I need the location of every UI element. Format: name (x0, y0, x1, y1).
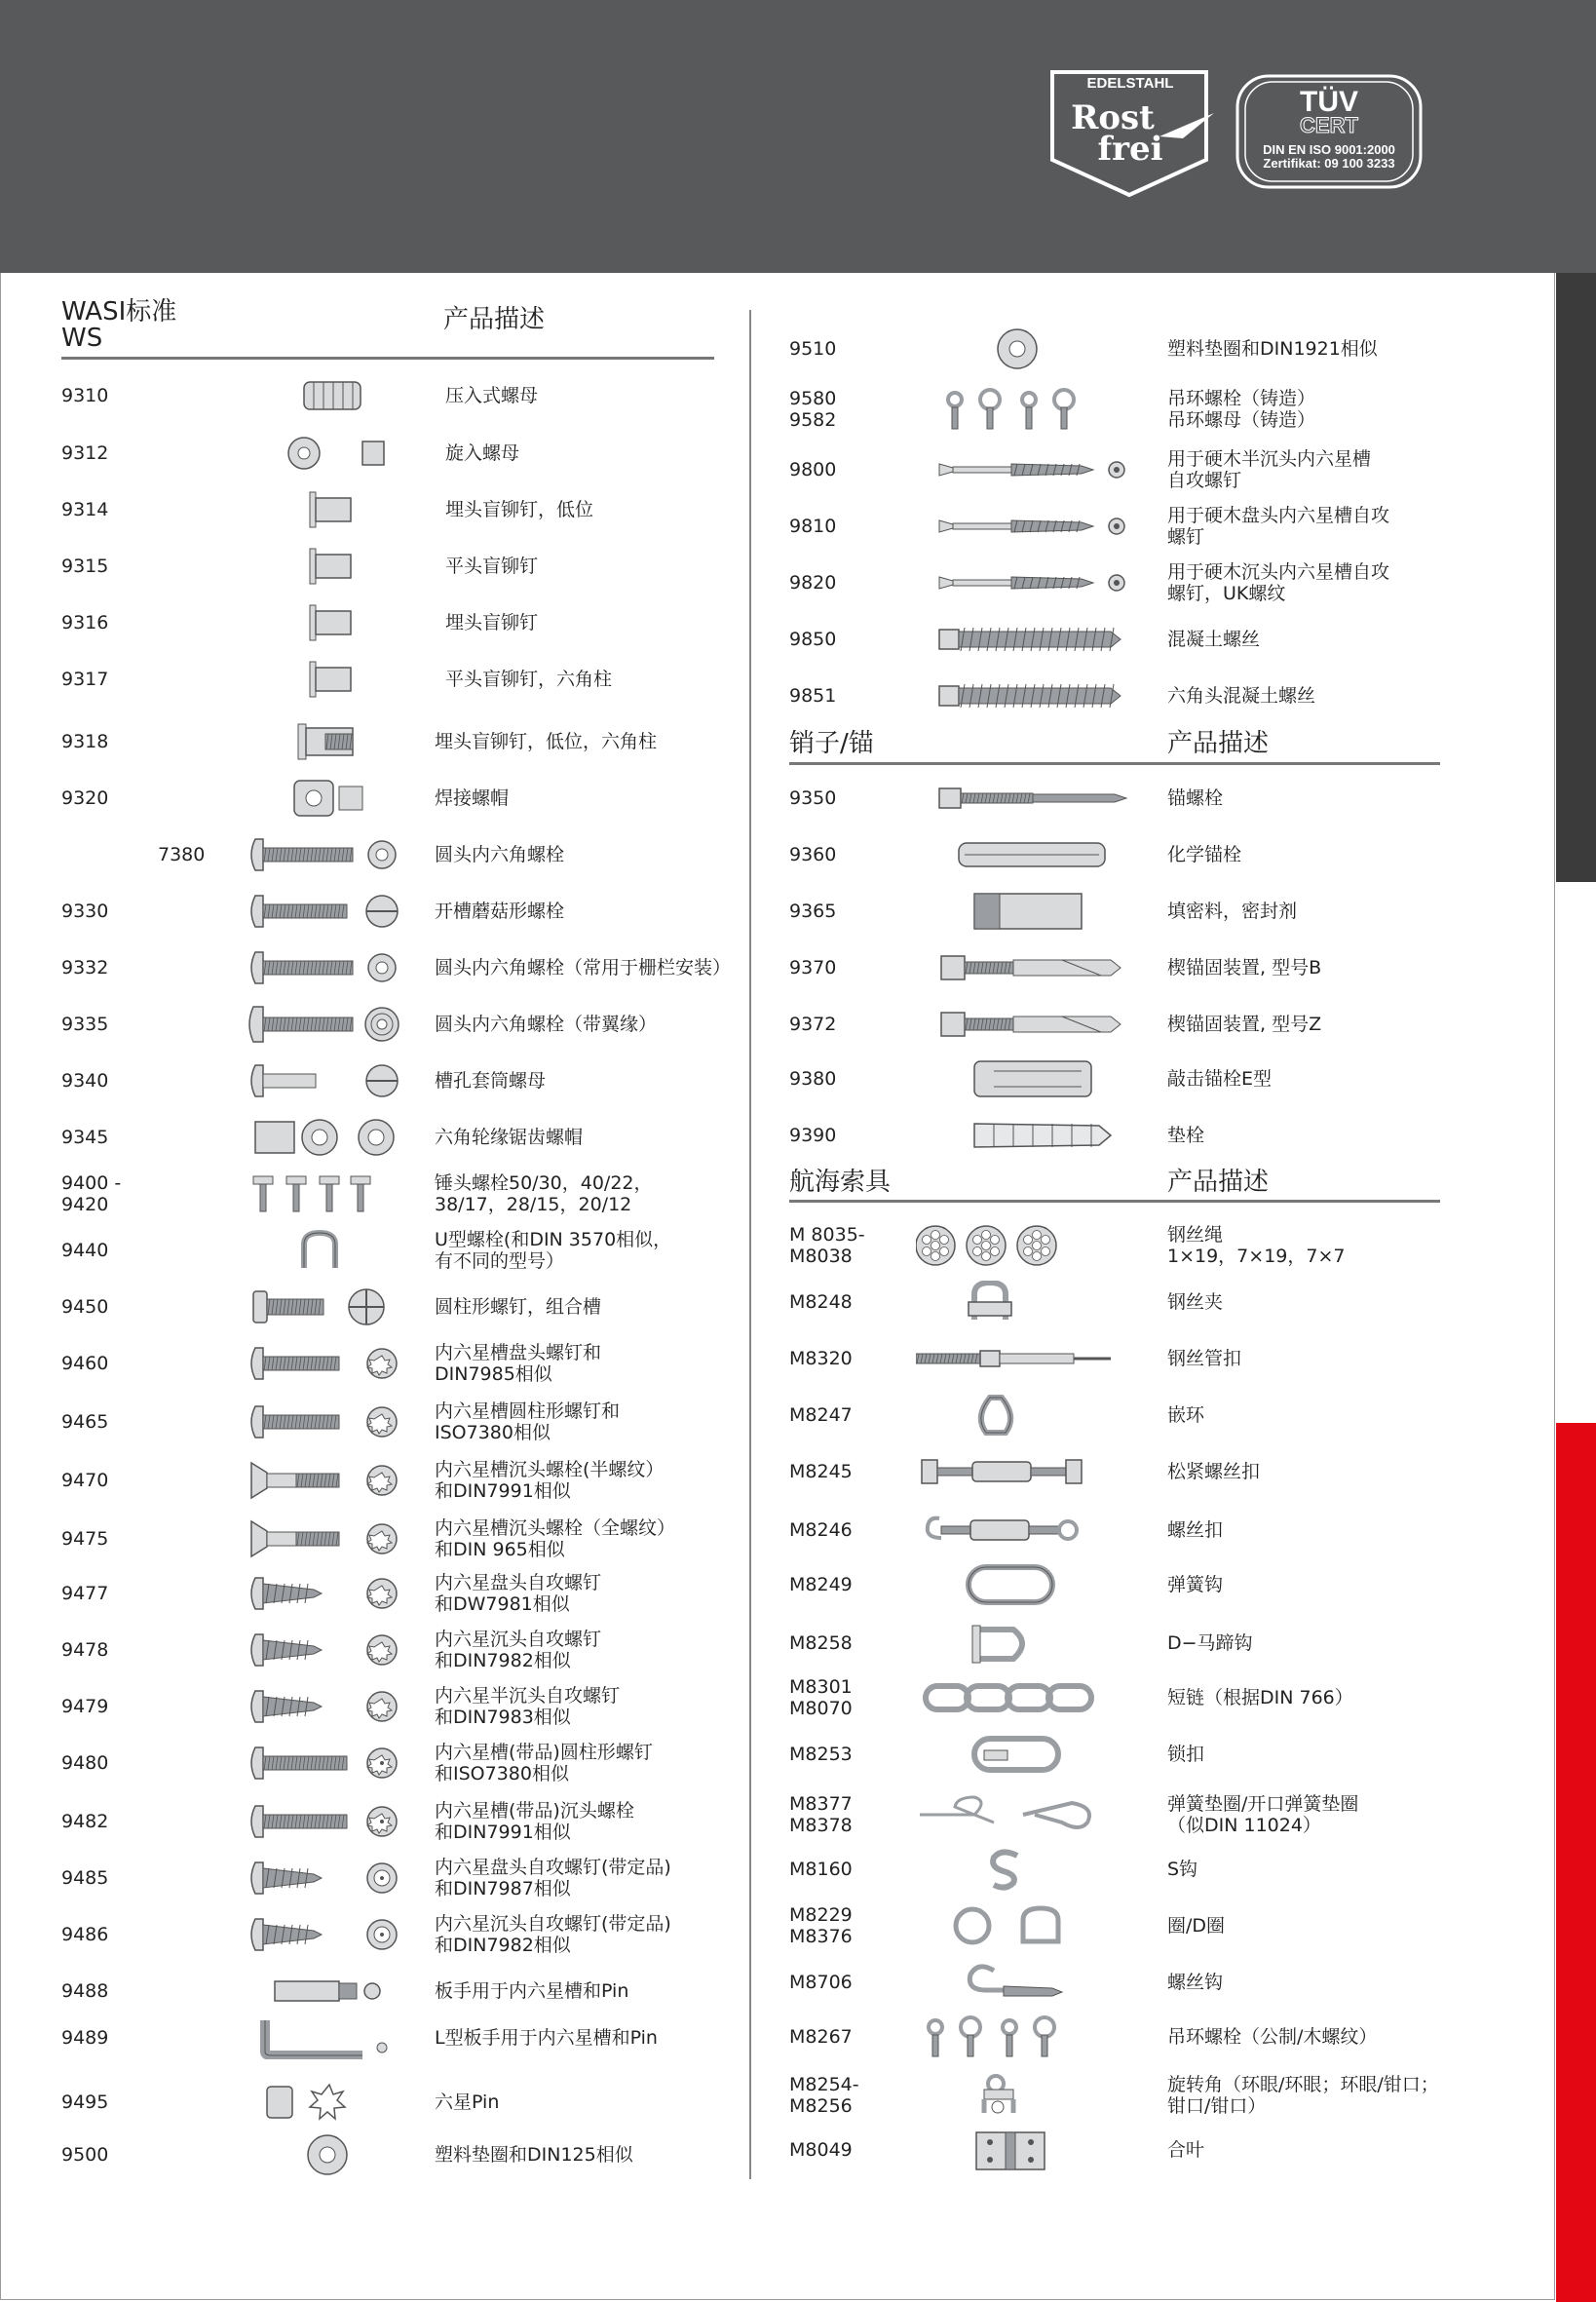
product-description: 锤头螺栓50/30，40/22， 38/17，28/15，20/12 (435, 1172, 653, 1215)
product-code: 9316 (61, 612, 109, 633)
marine-header-rule (789, 1200, 1440, 1203)
torx-countersunk-bolt-icon (246, 1459, 440, 1506)
pin-torx-tapping-icon (246, 1857, 440, 1903)
product-description: U型螺栓(和DIN 3570相似， 有不同的型号） (435, 1229, 672, 1272)
product-description: 圆柱形螺钉，组合槽 (435, 1296, 602, 1318)
product-description: 填密料，密封剂 (1167, 901, 1298, 922)
product-code: 9851 (789, 685, 837, 707)
product-code: 9450 (61, 1296, 109, 1318)
product-description: 合叶 (1167, 2139, 1205, 2161)
torx-button-screw-icon (246, 1400, 440, 1447)
product-code: 7380 (158, 844, 206, 865)
product-description: 旋转角（环眼/环眼；环眼/钳口； 钳口/钳口） (1167, 2074, 1439, 2117)
product-description: 吊环螺栓（公制/木螺纹） (1167, 2026, 1378, 2048)
product-code: 9489 (61, 2027, 109, 2049)
product-code: M8301 M8070 (789, 1676, 853, 1719)
screw-hook-icon (916, 1961, 1111, 2008)
product-code: 9400 - 9420 (61, 1172, 122, 1215)
product-code: 9365 (789, 901, 837, 922)
product-code: 9335 (61, 1014, 109, 1035)
product-description: 六角轮缘锯齿螺帽 (435, 1127, 584, 1148)
button-head-bolt-icon (246, 833, 440, 880)
product-code: 9370 (789, 957, 837, 978)
product-description: 内六星槽(带品)圆柱形螺钉 和ISO7380相似 (435, 1742, 653, 1784)
product-code: 9317 (61, 669, 109, 690)
tuv-cert-logo (1235, 74, 1423, 189)
plastic-plug-icon (935, 1114, 1130, 1161)
marine-desc-header: 产品描述 (1167, 1168, 1270, 1197)
product-description: 内六星盘头自攻螺钉(带定品) 和DIN7987相似 (435, 1857, 671, 1899)
product-code: 9372 (789, 1014, 837, 1035)
product-code: 9314 (61, 499, 109, 520)
product-code: 9580 9582 (789, 388, 837, 431)
wood-screw-icon (935, 448, 1130, 495)
torx-tapping-screw-icon (246, 1572, 440, 1619)
quick-link-icon (916, 1733, 1111, 1780)
anchors-title: 销子/锚 (789, 729, 874, 758)
product-code: 9810 (789, 516, 837, 537)
product-code: M8258 (789, 1632, 853, 1654)
product-code: 9315 (61, 556, 109, 577)
side-tab-red (1556, 1423, 1596, 2302)
eye-bolt-icon (916, 2015, 1111, 2062)
product-code: 9470 (61, 1470, 109, 1491)
logo-line2: frei (1097, 130, 1163, 169)
slotted-mushroom-bolt-icon (246, 890, 440, 937)
product-code: 9332 (61, 957, 109, 978)
product-code: 9440 (61, 1240, 109, 1261)
swivel-icon (916, 2074, 1111, 2121)
insert-nut-icon (246, 374, 440, 421)
product-description: 钢丝绳 1×19，7×19，7×7 (1167, 1224, 1346, 1267)
product-code: M8253 (789, 1744, 853, 1765)
torx-tapping-screw-icon (246, 1685, 440, 1732)
product-description: 埋头盲铆钉 (445, 612, 539, 633)
pin-torx-screw-icon (246, 1800, 440, 1847)
turnbuckle-jaw-icon (916, 1450, 1111, 1497)
torx-tapping-screw-icon (246, 1629, 440, 1675)
pin-torx-tapping-icon (246, 1913, 440, 1960)
tee-nut-icon (246, 432, 440, 479)
wood-screw-icon (935, 561, 1130, 608)
product-description: 内六星沉头自攻螺钉 和DIN7982相似 (435, 1629, 602, 1671)
flange-button-bolt-icon (246, 1003, 440, 1050)
chemical-anchor-icon (935, 833, 1130, 880)
product-code: 9312 (61, 442, 109, 464)
s-hook-icon (916, 1848, 1111, 1895)
product-code: 9477 (61, 1583, 109, 1604)
cert-iso: DIN EN ISO 9001:2000 (1263, 142, 1395, 157)
product-code: 9482 (61, 1811, 109, 1832)
cert-number: Zertifikat: 09 100 3233 (1263, 156, 1395, 171)
product-code: 9318 (61, 731, 109, 752)
torx-pan-screw-icon (246, 1342, 440, 1389)
product-code: M8377 M8378 (789, 1793, 853, 1836)
torx-countersunk-bolt-icon (246, 1517, 440, 1564)
left-header-rule (61, 357, 714, 360)
product-description: 化学锚栓 (1167, 844, 1242, 865)
product-code: 9820 (789, 572, 837, 594)
button-head-bolt-icon (246, 946, 440, 993)
product-code: 9800 (789, 459, 837, 480)
anchor-bolt-icon (935, 777, 1130, 824)
product-code: 9479 (61, 1696, 109, 1717)
column-divider (749, 310, 751, 2179)
edelstahl-rostfrei-logo (1050, 70, 1216, 199)
hex-rivet-nut-icon (246, 720, 440, 767)
product-description: 混凝土螺丝 (1167, 629, 1261, 650)
col-code-header-2: WS (61, 324, 103, 353)
product-description: 旋入螺母 (445, 442, 520, 464)
product-description: 内六星槽(带品)沉头螺栓 和DIN7991相似 (435, 1800, 634, 1843)
product-description: 螺丝钩 (1167, 1972, 1224, 1993)
hammer-head-bolt-icon (246, 1172, 440, 1219)
thimble-icon (916, 1394, 1111, 1440)
product-description: 平头盲铆钉 (445, 556, 539, 577)
product-description: 塑料垫圈和DIN125相似 (435, 2144, 633, 2166)
product-code: M8254- M8256 (789, 2074, 859, 2117)
product-code: M8249 (789, 1574, 853, 1595)
ring-icon (916, 1904, 1111, 1951)
blind-rivet-nut-icon (246, 488, 440, 535)
product-description: 嵌环 (1167, 1404, 1205, 1426)
product-description: 六星Pin (435, 2091, 500, 2113)
eye-bolt-icon (935, 388, 1130, 435)
product-description: 压入式螺母 (445, 385, 539, 406)
serrated-flange-nut-icon (246, 1116, 440, 1163)
col-desc-header: 产品描述 (443, 305, 546, 334)
swage-terminal-icon (916, 1337, 1111, 1384)
product-description: S钩 (1167, 1859, 1198, 1880)
product-description: 锁扣 (1167, 1744, 1205, 1765)
product-code: 9488 (61, 1980, 109, 2002)
anchors-header-rule (789, 762, 1440, 765)
logo-line1: Rost (1071, 98, 1155, 137)
product-description: 平头盲铆钉，六角柱 (445, 669, 613, 690)
product-description: 埋头盲铆钉，低位，六角柱 (435, 731, 658, 752)
product-description: 用于硬木半沉头内六星槽 自攻螺钉 (1167, 448, 1372, 491)
product-description: 塑料垫圈和DIN1921相似 (1167, 338, 1378, 360)
product-code: 9500 (61, 2144, 109, 2166)
product-description: 楔锚固装置, 型号Z (1167, 1014, 1322, 1035)
snap-hook-icon (916, 1563, 1111, 1610)
anchors-desc-header: 产品描述 (1167, 729, 1270, 758)
col-code-header-1: WASI标准 (61, 297, 177, 326)
wire-rope-icon (916, 1224, 1111, 1271)
product-description: 内六星沉头自攻螺钉(带定品) 和DIN7982相似 (435, 1913, 671, 1956)
product-code: M8247 (789, 1404, 853, 1426)
u-bolt-icon (246, 1229, 440, 1276)
product-code: 9850 (789, 629, 837, 650)
product-description: 楔锚固装置, 型号B (1167, 957, 1322, 978)
product-description: 用于硬木沉头内六星槽自攻 螺钉，UK螺纹 (1167, 561, 1390, 604)
slotted-sleeve-nut-icon (246, 1059, 440, 1106)
product-code: M8160 (789, 1859, 853, 1880)
cert-title: TÜV (1300, 86, 1358, 118)
product-code: M8049 (789, 2139, 853, 2161)
pin-torx-screw-icon (246, 1742, 440, 1788)
product-description: 板手用于内六星槽和Pin (435, 1980, 629, 2002)
product-code: 9486 (61, 1924, 109, 1945)
wedge-anchor-icon (935, 1003, 1130, 1050)
chain-icon (916, 1676, 1111, 1723)
product-code: 9465 (61, 1411, 109, 1433)
side-tab-grey (1556, 273, 1596, 882)
concrete-screw-icon (935, 618, 1130, 665)
product-code: 9390 (789, 1125, 837, 1146)
logo-top-text: EDELSTAHL (1086, 75, 1174, 92)
product-code: 9330 (61, 901, 109, 922)
product-description: 锚螺栓 (1167, 787, 1224, 809)
product-description: 敲击锚栓E型 (1167, 1068, 1273, 1090)
wedge-anchor-icon (935, 946, 1130, 993)
product-description: 钢丝夹 (1167, 1291, 1224, 1313)
marine-title: 航海索具 (789, 1168, 892, 1197)
product-code: 9340 (61, 1070, 109, 1092)
product-code: 9320 (61, 787, 109, 809)
sealant-cartridge-icon (935, 890, 1130, 937)
turnbuckle-hook-icon (916, 1509, 1111, 1555)
product-description: 吊环螺栓（铸造） 吊环螺母（铸造） (1167, 388, 1316, 431)
product-code: 9475 (61, 1528, 109, 1550)
product-description: 圆头内六角螺栓（常用于栅栏安装） (435, 957, 732, 978)
product-code: M 8035- M8038 (789, 1224, 865, 1267)
product-description: 用于硬木盘头内六星槽自攻 螺钉 (1167, 505, 1390, 548)
cheese-head-screw-icon (246, 1285, 440, 1332)
product-code: M8706 (789, 1972, 853, 1993)
weld-nut-icon (246, 777, 440, 824)
product-description: 内六星槽沉头螺栓（全螺纹） 和DIN 965相似 (435, 1517, 676, 1560)
product-description: 焊接螺帽 (435, 787, 510, 809)
product-code: 9310 (61, 385, 109, 406)
concrete-screw-icon (935, 674, 1130, 721)
product-description: 圆头内六角螺栓（带翼缘） (435, 1014, 658, 1035)
product-description: 钢丝管扣 (1167, 1348, 1242, 1369)
product-description: D−马蹄钩 (1167, 1632, 1253, 1654)
product-code: 9350 (789, 787, 837, 809)
product-code: 9380 (789, 1068, 837, 1090)
product-code: 9478 (61, 1639, 109, 1661)
drop-in-anchor-icon (935, 1057, 1130, 1104)
product-code: 9460 (61, 1353, 109, 1374)
product-code: M8229 M8376 (789, 1904, 853, 1947)
product-description: 内六星盘头自攻螺钉 和DW7981相似 (435, 1572, 602, 1615)
product-description: 弹簧钩 (1167, 1574, 1224, 1595)
blind-rivet-nut-icon (246, 601, 440, 648)
torx-bit-icon (246, 1970, 440, 2016)
product-description: 开槽蘑菇形螺栓 (435, 901, 565, 922)
product-code: M8248 (789, 1291, 853, 1313)
star-pin-icon (246, 2081, 440, 2128)
product-description: 短链（根据DIN 766） (1167, 1687, 1353, 1708)
product-description: 埋头盲铆钉，低位 (445, 499, 594, 520)
wood-screw-icon (935, 505, 1130, 552)
product-description: 内六星槽盘头螺钉和 DIN7985相似 (435, 1342, 602, 1385)
product-description: 槽孔套筒螺母 (435, 1070, 547, 1092)
product-code: M8246 (789, 1519, 853, 1541)
l-key-icon (246, 2016, 440, 2063)
cert-sub: CERT (1300, 113, 1358, 137)
product-code: 9360 (789, 844, 837, 865)
wire-clamp-icon (916, 1281, 1111, 1327)
washer-icon (935, 327, 1130, 374)
product-code: 9495 (61, 2091, 109, 2113)
product-description: 圈/D圈 (1167, 1915, 1226, 1937)
blind-rivet-nut-icon (246, 658, 440, 705)
product-description: 内六星半沉头自攻螺钉 和DIN7983相似 (435, 1685, 621, 1728)
product-description: 内六星槽沉头螺栓(半螺纹） 和DIN7991相似 (435, 1459, 665, 1502)
product-code: M8267 (789, 2026, 853, 2048)
product-description: 螺丝扣 (1167, 1519, 1224, 1541)
product-code: 9480 (61, 1752, 109, 1774)
d-shackle-icon (916, 1622, 1111, 1669)
washer-icon (246, 2133, 440, 2180)
product-description: 内六星槽圆柱形螺钉和 ISO7380相似 (435, 1400, 621, 1443)
blind-rivet-nut-icon (246, 545, 440, 592)
product-description: L型板手用于内六星槽和Pin (435, 2027, 658, 2049)
r-clip-icon (916, 1793, 1111, 1840)
product-code: M8320 (789, 1348, 853, 1369)
product-description: 六角头混凝土螺丝 (1167, 685, 1316, 707)
product-code: 9345 (61, 1127, 109, 1148)
product-description: 垫栓 (1167, 1125, 1205, 1146)
hinge-icon (916, 2129, 1111, 2175)
product-code: M8245 (789, 1461, 853, 1482)
product-description: 松紧螺丝扣 (1167, 1461, 1261, 1482)
product-description: 弹簧垫圈/开口弹簧垫圈 （似DIN 11024） (1167, 1793, 1359, 1836)
product-description: 圆头内六角螺栓 (435, 844, 565, 865)
product-code: 9510 (789, 338, 837, 360)
product-code: 9485 (61, 1867, 109, 1889)
